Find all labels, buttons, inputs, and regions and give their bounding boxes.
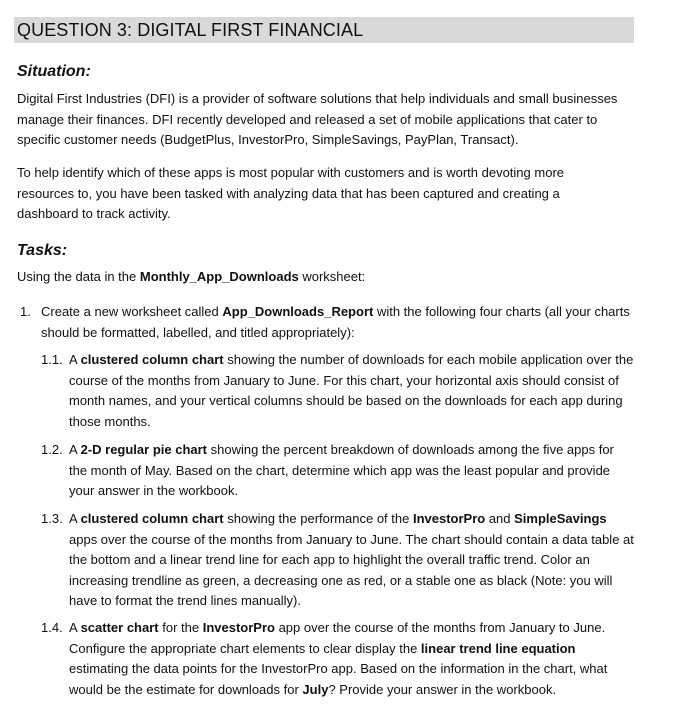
situation-heading: Situation: (17, 63, 91, 80)
subtask-1-3-bold: clustered column chart (80, 511, 224, 526)
subtask-1-4-text-a: for the (158, 620, 203, 635)
subtask-1-4-text-d: ? Provide your answer in the workbook. (328, 681, 557, 697)
worksheet-name: Monthly_App_Downloads (139, 269, 299, 284)
question-title-bar (14, 17, 634, 43)
subtask-1-4-text-b: app over the course of the months from January to June. Configure the appropriate chart elements to clear display the (69, 620, 606, 656)
task-1-number: 1. (20, 304, 31, 319)
subtask-1-2-bold: 2-D regular pie chart (80, 442, 208, 457)
new-worksheet-name: App_Downloads_Report (222, 304, 374, 319)
tasks-intro-prefix: Using the data in the (17, 269, 140, 284)
situation-paragraph-1: Digital First Industries (DFI) is a provider of software solutions that help individuals and small businesses manage their finances. DFI recently developed and released a set of mobile applications that cater to specific customer needs (BudgetPlus, InvestorPro, SimpleSavings, PayPlan, Transact). (17, 91, 618, 147)
tasks-heading: Tasks: (17, 242, 68, 259)
subtask-1-1-number: 1.1. (41, 352, 63, 367)
subtask-1-4-text-c: estimating the data points for the InvestorPro app. Based on the information in the chart, what would be the estimate for downloads for (69, 661, 608, 697)
tasks-intro-suffix: worksheet: (298, 269, 366, 284)
subtask-1-2-text (69, 440, 634, 502)
subtask-1-4-number: 1.4. (41, 620, 63, 635)
subtask-1-1-bold: clustered column chart (80, 352, 224, 367)
subtask-1-2-number: 1.2. (41, 442, 63, 457)
subtask-1-4-prefix: A (69, 620, 81, 635)
subtask-1-3-bold-b: InvestorPro (412, 511, 486, 526)
tasks-intro (17, 267, 637, 288)
subtask-1-3-text-b: and (485, 511, 515, 526)
subtask-1-4-bold-b: InvestorPro (202, 620, 275, 635)
subtask-1-1-prefix: A (69, 352, 81, 367)
subtask-1-1-body: showing the number of downloads for each mobile application over the course of the months from January to June. For this chart, your horizontal axis should consist of month names, and your vertical columns should be based on the downloads for each app during those months. (69, 352, 634, 429)
subtask-1-4-bold: scatter chart (80, 620, 159, 635)
subtask-1-4-text (69, 618, 634, 700)
situation-paragraph-2: To help identify which of these apps is most popular with customers and is worth devoting more resources to, you have been tasked with analyzing data that has been captured and creating a dashboard to track activity. (17, 165, 564, 221)
subtask-1-1-text (69, 350, 634, 432)
subtask-1-3-text (69, 509, 634, 612)
subtask-1-2-body: showing the percent breakdown of downloads among the five apps for the month of May. Based on the chart, determine which app was the least popular and provide your answer in the workbook. (69, 442, 614, 498)
task-1-suffix: with the following four charts (all your charts should be formatted, labelled, and titled appropriately): (41, 304, 630, 340)
question-title: QUESTION 3: DIGITAL FIRST FINANCIAL (17, 20, 364, 40)
subtask-1-3-text-a: showing the performance of the (223, 511, 413, 526)
subtask-1-4-bold-d: July (302, 681, 329, 697)
subtask-1-3-prefix: A (69, 511, 81, 526)
subtask-1-3-number: 1.3. (41, 511, 63, 526)
subtask-1-3-text-c: apps over the course of the months from January to June. The chart should contain a data table at the bottom and a linear trend line for each app to highlight the overall traffic trend. Color an increasing trendline as green, a decreasing one as red, or a stable one as black (Note: you will have to format the trend lines manually). (69, 531, 634, 608)
subtask-1-4-bold-c: linear trend line equation (420, 640, 576, 656)
task-1-text (41, 302, 631, 343)
subtask-1-2-prefix: A (69, 442, 81, 457)
task-1-prefix: Create a new worksheet called (41, 304, 223, 319)
subtask-1-3-bold-c: SimpleSavings (514, 511, 607, 526)
